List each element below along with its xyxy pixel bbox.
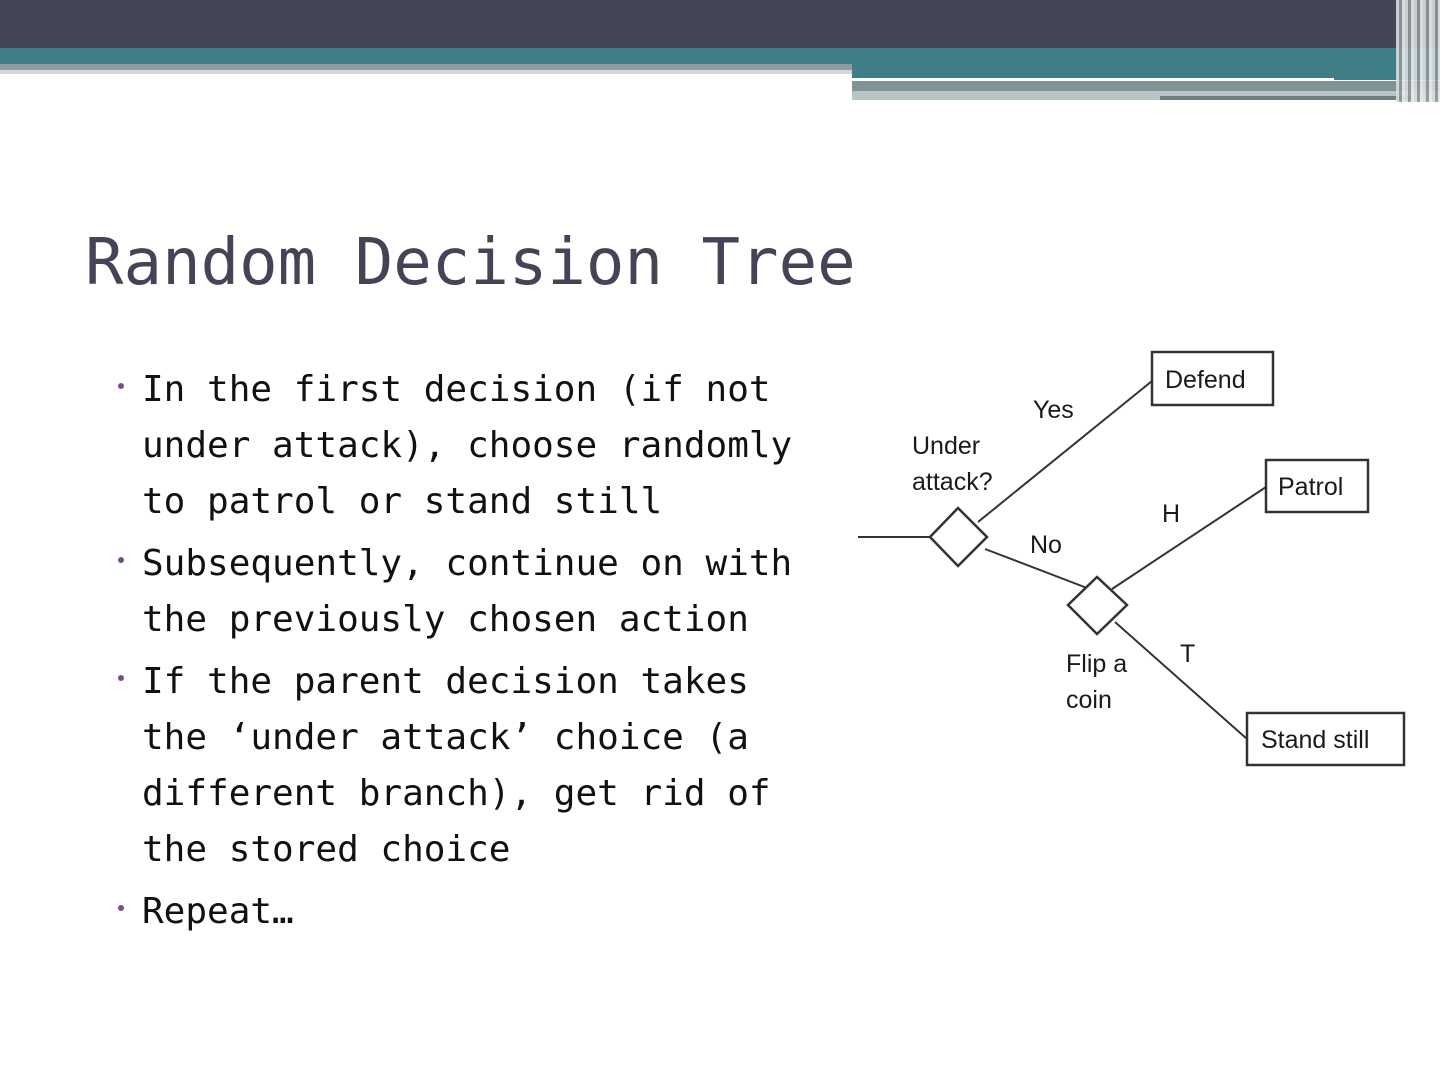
header-bar-dark bbox=[0, 0, 1440, 48]
bullet-list bbox=[112, 362, 852, 946]
decision-label-flip-coin: coin bbox=[1066, 686, 1112, 714]
header-accent-gray-right bbox=[852, 81, 1440, 91]
bullet-line: under attack), choose randomly bbox=[142, 425, 793, 466]
bullet-dot-icon bbox=[118, 383, 124, 389]
header-stripes bbox=[1396, 0, 1440, 102]
edge-label-t: T bbox=[1180, 640, 1196, 668]
edge-h-line bbox=[1112, 487, 1266, 589]
bullet-line: to patrol or stand still bbox=[142, 481, 663, 522]
bullet-line: different branch), get rid of bbox=[142, 773, 771, 814]
header-bar-teal bbox=[0, 48, 1440, 64]
bullet-item bbox=[112, 654, 852, 878]
bullet-line: In the first decision (if not bbox=[142, 369, 771, 410]
bullet-line: the stored choice bbox=[142, 829, 511, 870]
decision-label-under-attack: Under bbox=[912, 432, 981, 460]
bullet-line: Subsequently, continue on with bbox=[142, 543, 793, 584]
bullet-item bbox=[112, 536, 852, 648]
decision-tree-diagram bbox=[852, 340, 1422, 780]
edge-label-no: No bbox=[1030, 531, 1062, 559]
bullet-line: Repeat… bbox=[142, 891, 294, 932]
edge-label-yes: Yes bbox=[1033, 396, 1074, 424]
edge-label-h: H bbox=[1162, 500, 1181, 528]
bullet-dot-icon bbox=[118, 675, 124, 681]
bullet-dot-icon bbox=[118, 557, 124, 563]
bullet-item bbox=[112, 362, 852, 530]
bullet-dot-icon bbox=[118, 905, 124, 911]
slide-title: Random Decision Tree bbox=[85, 226, 856, 300]
action-label-defend: Defend bbox=[1165, 366, 1246, 394]
bullet-line: If the parent decision takes bbox=[142, 661, 749, 702]
bullet-line: the previously chosen action bbox=[142, 599, 749, 640]
action-label-patrol: Patrol bbox=[1278, 473, 1344, 501]
header-accent-light-left bbox=[0, 70, 852, 74]
decision-node-under-attack bbox=[930, 508, 987, 566]
decision-label-under-attack: attack? bbox=[912, 468, 993, 496]
header-accent-thin-bar bbox=[1160, 96, 1410, 100]
bullet-item bbox=[112, 884, 852, 940]
bullet-line: the ‘under attack’ choice (a bbox=[142, 717, 749, 758]
action-label-stand-still: Stand still bbox=[1261, 726, 1370, 754]
decision-label-flip-coin: Flip a bbox=[1066, 650, 1128, 678]
